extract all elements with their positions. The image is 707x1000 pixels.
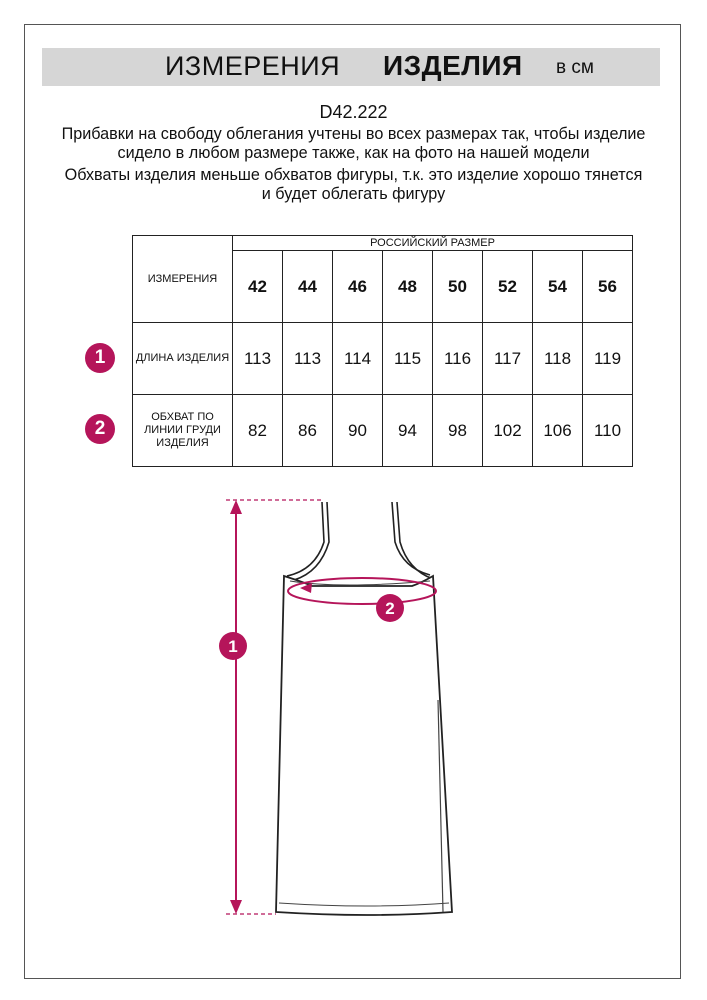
table-cell: 115 <box>383 323 433 395</box>
table-row-length <box>133 323 633 395</box>
table-cell: 82 <box>233 395 283 467</box>
note-allowance: Прибавки на свободу облегания учтены во всех размерах так, чтобы изделие сидело в любом размере также, как на фото на нашей модели <box>61 125 646 162</box>
table-cell: 113 <box>283 323 333 395</box>
table-cell: 86 <box>283 395 333 467</box>
table-cell: 118 <box>533 323 583 395</box>
size-group-label: РОССИЙСКИЙ РАЗМЕР <box>233 236 633 251</box>
diagram-badge-length <box>219 632 247 660</box>
size-header: 48 <box>383 251 433 323</box>
table-cell: 98 <box>433 395 483 467</box>
size-header: 52 <box>483 251 533 323</box>
row-label-length: ДЛИНА ИЗДЕЛИЯ <box>133 323 233 395</box>
header-title-bold: ИЗДЕЛИЯ <box>383 50 523 81</box>
table-cell: 117 <box>483 323 533 395</box>
svg-text:2: 2 <box>385 599 395 618</box>
table-row-bust <box>133 395 633 467</box>
size-header: 44 <box>283 251 333 323</box>
table-cell: 94 <box>383 395 433 467</box>
table-cell: 119 <box>583 323 633 395</box>
size-table <box>132 235 633 467</box>
svg-text:1: 1 <box>228 637 238 656</box>
straps <box>287 502 433 580</box>
measure-badge-bust: 2 <box>85 414 115 444</box>
article-number: D42.222 <box>319 102 388 122</box>
table-cell: 110 <box>583 395 633 467</box>
header-unit: в см <box>556 57 594 78</box>
size-header: 42 <box>233 251 283 323</box>
corner-label: ИЗМЕРЕНИЯ <box>133 236 233 323</box>
diagram-badge-bust <box>376 594 404 622</box>
table-cell: 113 <box>233 323 283 395</box>
measure-badge-length: 1 <box>85 343 115 373</box>
table-cell: 106 <box>533 395 583 467</box>
size-header: 54 <box>533 251 583 323</box>
table-cell: 90 <box>333 395 383 467</box>
note-stretch: Обхваты изделия меньше обхватов фигуры, т.к. это изделие хорошо тянется и будет облегать фигуру <box>64 166 643 203</box>
row-label-bust: ОБХВАТ ПО ЛИНИИ ГРУДИ ИЗДЕЛИЯ <box>133 395 233 467</box>
size-header: 50 <box>433 251 483 323</box>
dress-outline <box>276 576 452 915</box>
header-title-left: ИЗМЕРЕНИЯ <box>165 51 341 81</box>
table-cell: 116 <box>433 323 483 395</box>
table-cell: 114 <box>333 323 383 395</box>
garment-diagram <box>0 480 707 940</box>
size-header: 56 <box>583 251 633 323</box>
table-cell: 102 <box>483 395 533 467</box>
notes <box>60 125 647 207</box>
size-header: 46 <box>333 251 383 323</box>
